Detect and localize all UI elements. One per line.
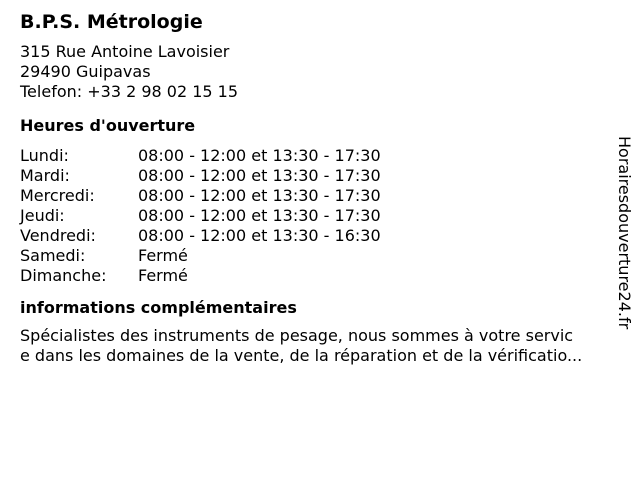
day-hours: 08:00 - 12:00 et 13:30 - 17:30 bbox=[138, 146, 381, 165]
address-block bbox=[20, 42, 630, 102]
info-description bbox=[20, 326, 630, 366]
day-hours: 08:00 - 12:00 et 13:30 - 16:30 bbox=[138, 226, 381, 245]
info-description-line: e dans les domaines de la vente, de la réparation et de la vérificatio... bbox=[20, 346, 583, 365]
day-label: Mercredi: bbox=[20, 186, 95, 205]
day-hours: Fermé bbox=[138, 246, 188, 265]
day-hours: 08:00 - 12:00 et 13:30 - 17:30 bbox=[138, 186, 381, 205]
hours-heading: Heures d'ouverture bbox=[20, 116, 196, 135]
day-label: Samedi: bbox=[20, 246, 86, 265]
hours-row-tuesday bbox=[20, 166, 630, 186]
info-description-line: Spécialistes des instruments de pesage, nous sommes à votre servic bbox=[20, 326, 574, 345]
day-label: Jeudi: bbox=[20, 206, 65, 225]
day-label: Dimanche: bbox=[20, 266, 107, 285]
business-card bbox=[20, 10, 630, 366]
site-watermark: Horairesdouverture24.fr bbox=[615, 136, 634, 330]
day-hours: Fermé bbox=[138, 266, 188, 285]
hours-row-thursday bbox=[20, 206, 630, 226]
info-heading: informations complémentaires bbox=[20, 298, 297, 317]
phone-line: Telefon: +33 2 98 02 15 15 bbox=[20, 82, 239, 101]
business-name: B.P.S. Métrologie bbox=[20, 11, 203, 33]
address-line-city: 29490 Guipavas bbox=[20, 62, 151, 81]
day-label: Vendredi: bbox=[20, 226, 96, 245]
hours-row-monday bbox=[20, 146, 630, 166]
hours-row-wednesday bbox=[20, 186, 630, 206]
opening-hours-table bbox=[20, 146, 630, 286]
hours-row-sunday bbox=[20, 266, 630, 286]
hours-row-friday bbox=[20, 226, 630, 246]
day-hours: 08:00 - 12:00 et 13:30 - 17:30 bbox=[138, 166, 381, 185]
day-hours: 08:00 - 12:00 et 13:30 - 17:30 bbox=[138, 206, 381, 225]
day-label: Lundi: bbox=[20, 146, 69, 165]
address-line-street: 315 Rue Antoine Lavoisier bbox=[20, 42, 230, 61]
hours-row-saturday bbox=[20, 246, 630, 266]
day-label: Mardi: bbox=[20, 166, 70, 185]
